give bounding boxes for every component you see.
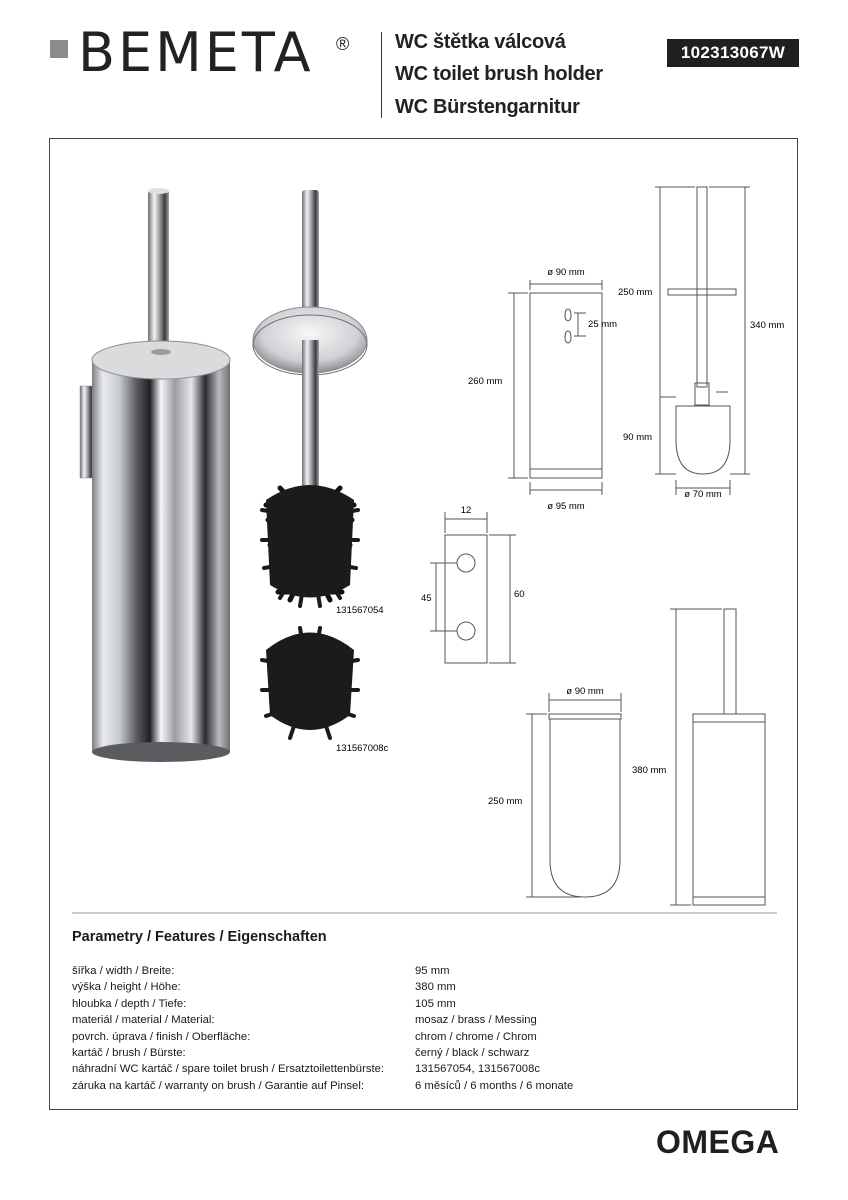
title-de: WC Bürstengarnitur (395, 96, 580, 118)
spec-value: 105 mm (415, 997, 456, 1010)
bracket-width: 12 (460, 505, 472, 516)
spec-value: mosaz / brass / Messing (415, 1014, 537, 1027)
spec-row (72, 1029, 632, 1045)
title-cz: WC štětka válcová (395, 31, 566, 53)
spec-row (72, 1045, 632, 1061)
spec-label: šířka / width / Breite: (72, 965, 175, 977)
spec-row (72, 1078, 632, 1094)
holder-front-drawing (508, 280, 602, 495)
product-code-badge: 102313067W (667, 39, 799, 67)
brush-head-height: 90 mm (623, 432, 653, 443)
spec-value: černý / black / schwarz (415, 1047, 530, 1059)
spec-value: 6 měsíců / 6 months / 6 monate (415, 1079, 574, 1092)
holder-product-image (80, 188, 230, 762)
cup-dia: ø 90 mm (566, 686, 604, 697)
bracket-drawing (430, 512, 516, 663)
brush-head-dia: ø 70 mm (684, 489, 722, 500)
spec-row (72, 1012, 632, 1028)
series-name: OMEGA (656, 1124, 780, 1160)
assembled-holder-drawing (670, 609, 765, 905)
brush-total-height: 340 mm (750, 320, 785, 331)
cup-height: 250 mm (488, 796, 523, 807)
title-en: WC toilet brush holder (395, 63, 603, 85)
holder-top-dia: ø 90 mm (547, 267, 585, 278)
cup-drawing (526, 693, 621, 897)
spare-head-image (262, 628, 358, 738)
spec-label: hloubka / depth / Tiefe: (72, 997, 187, 1010)
spec-label: záruka na kartáč / warranty on brush / Garantie auf Pinsel: (72, 1079, 364, 1092)
assembled-total-height: 380 mm (632, 765, 667, 776)
part-label-head: 131567008c (336, 743, 389, 754)
spec-label: povrch. úprava / finish / Oberfläche: (72, 1030, 251, 1043)
spare-brush-image (253, 190, 367, 606)
spec-value: 380 mm (415, 981, 456, 994)
brand-logo: BEMETA (78, 21, 314, 84)
part-label-brush: 131567054 (336, 605, 384, 616)
spec-value: 131567054, 131567008c (415, 1063, 541, 1076)
brush-disc-height: 250 mm (618, 287, 653, 298)
features-heading: Parametry / Features / Eigenschaften (72, 929, 327, 945)
spec-label: náhradní WC kartáč / spare toilet brush / Ersatztoilettenbürste: (72, 1063, 385, 1076)
registered-mark: ® (336, 34, 350, 54)
spec-label: materiál / material / Material: (72, 1014, 215, 1027)
bracket-hole-spacing: 45 (421, 593, 432, 604)
holder-bottom-dia: ø 95 mm (547, 501, 585, 512)
spec-value: 95 mm (415, 965, 450, 977)
bracket-height: 60 (514, 589, 525, 600)
brush-dimension-drawing (655, 187, 750, 495)
holder-height: 260 mm (468, 376, 503, 387)
spec-value: chrom / chrome / Chrom (415, 1030, 537, 1043)
spec-row (72, 963, 632, 979)
holder-hole-spacing: 25 mm (588, 319, 618, 330)
spec-row (72, 1061, 632, 1077)
spec-row (72, 996, 632, 1012)
spec-row (72, 979, 632, 995)
spec-label: kartáč / brush / Bürste: (72, 1047, 186, 1059)
spec-label: výška / height / Höhe: (72, 981, 181, 994)
